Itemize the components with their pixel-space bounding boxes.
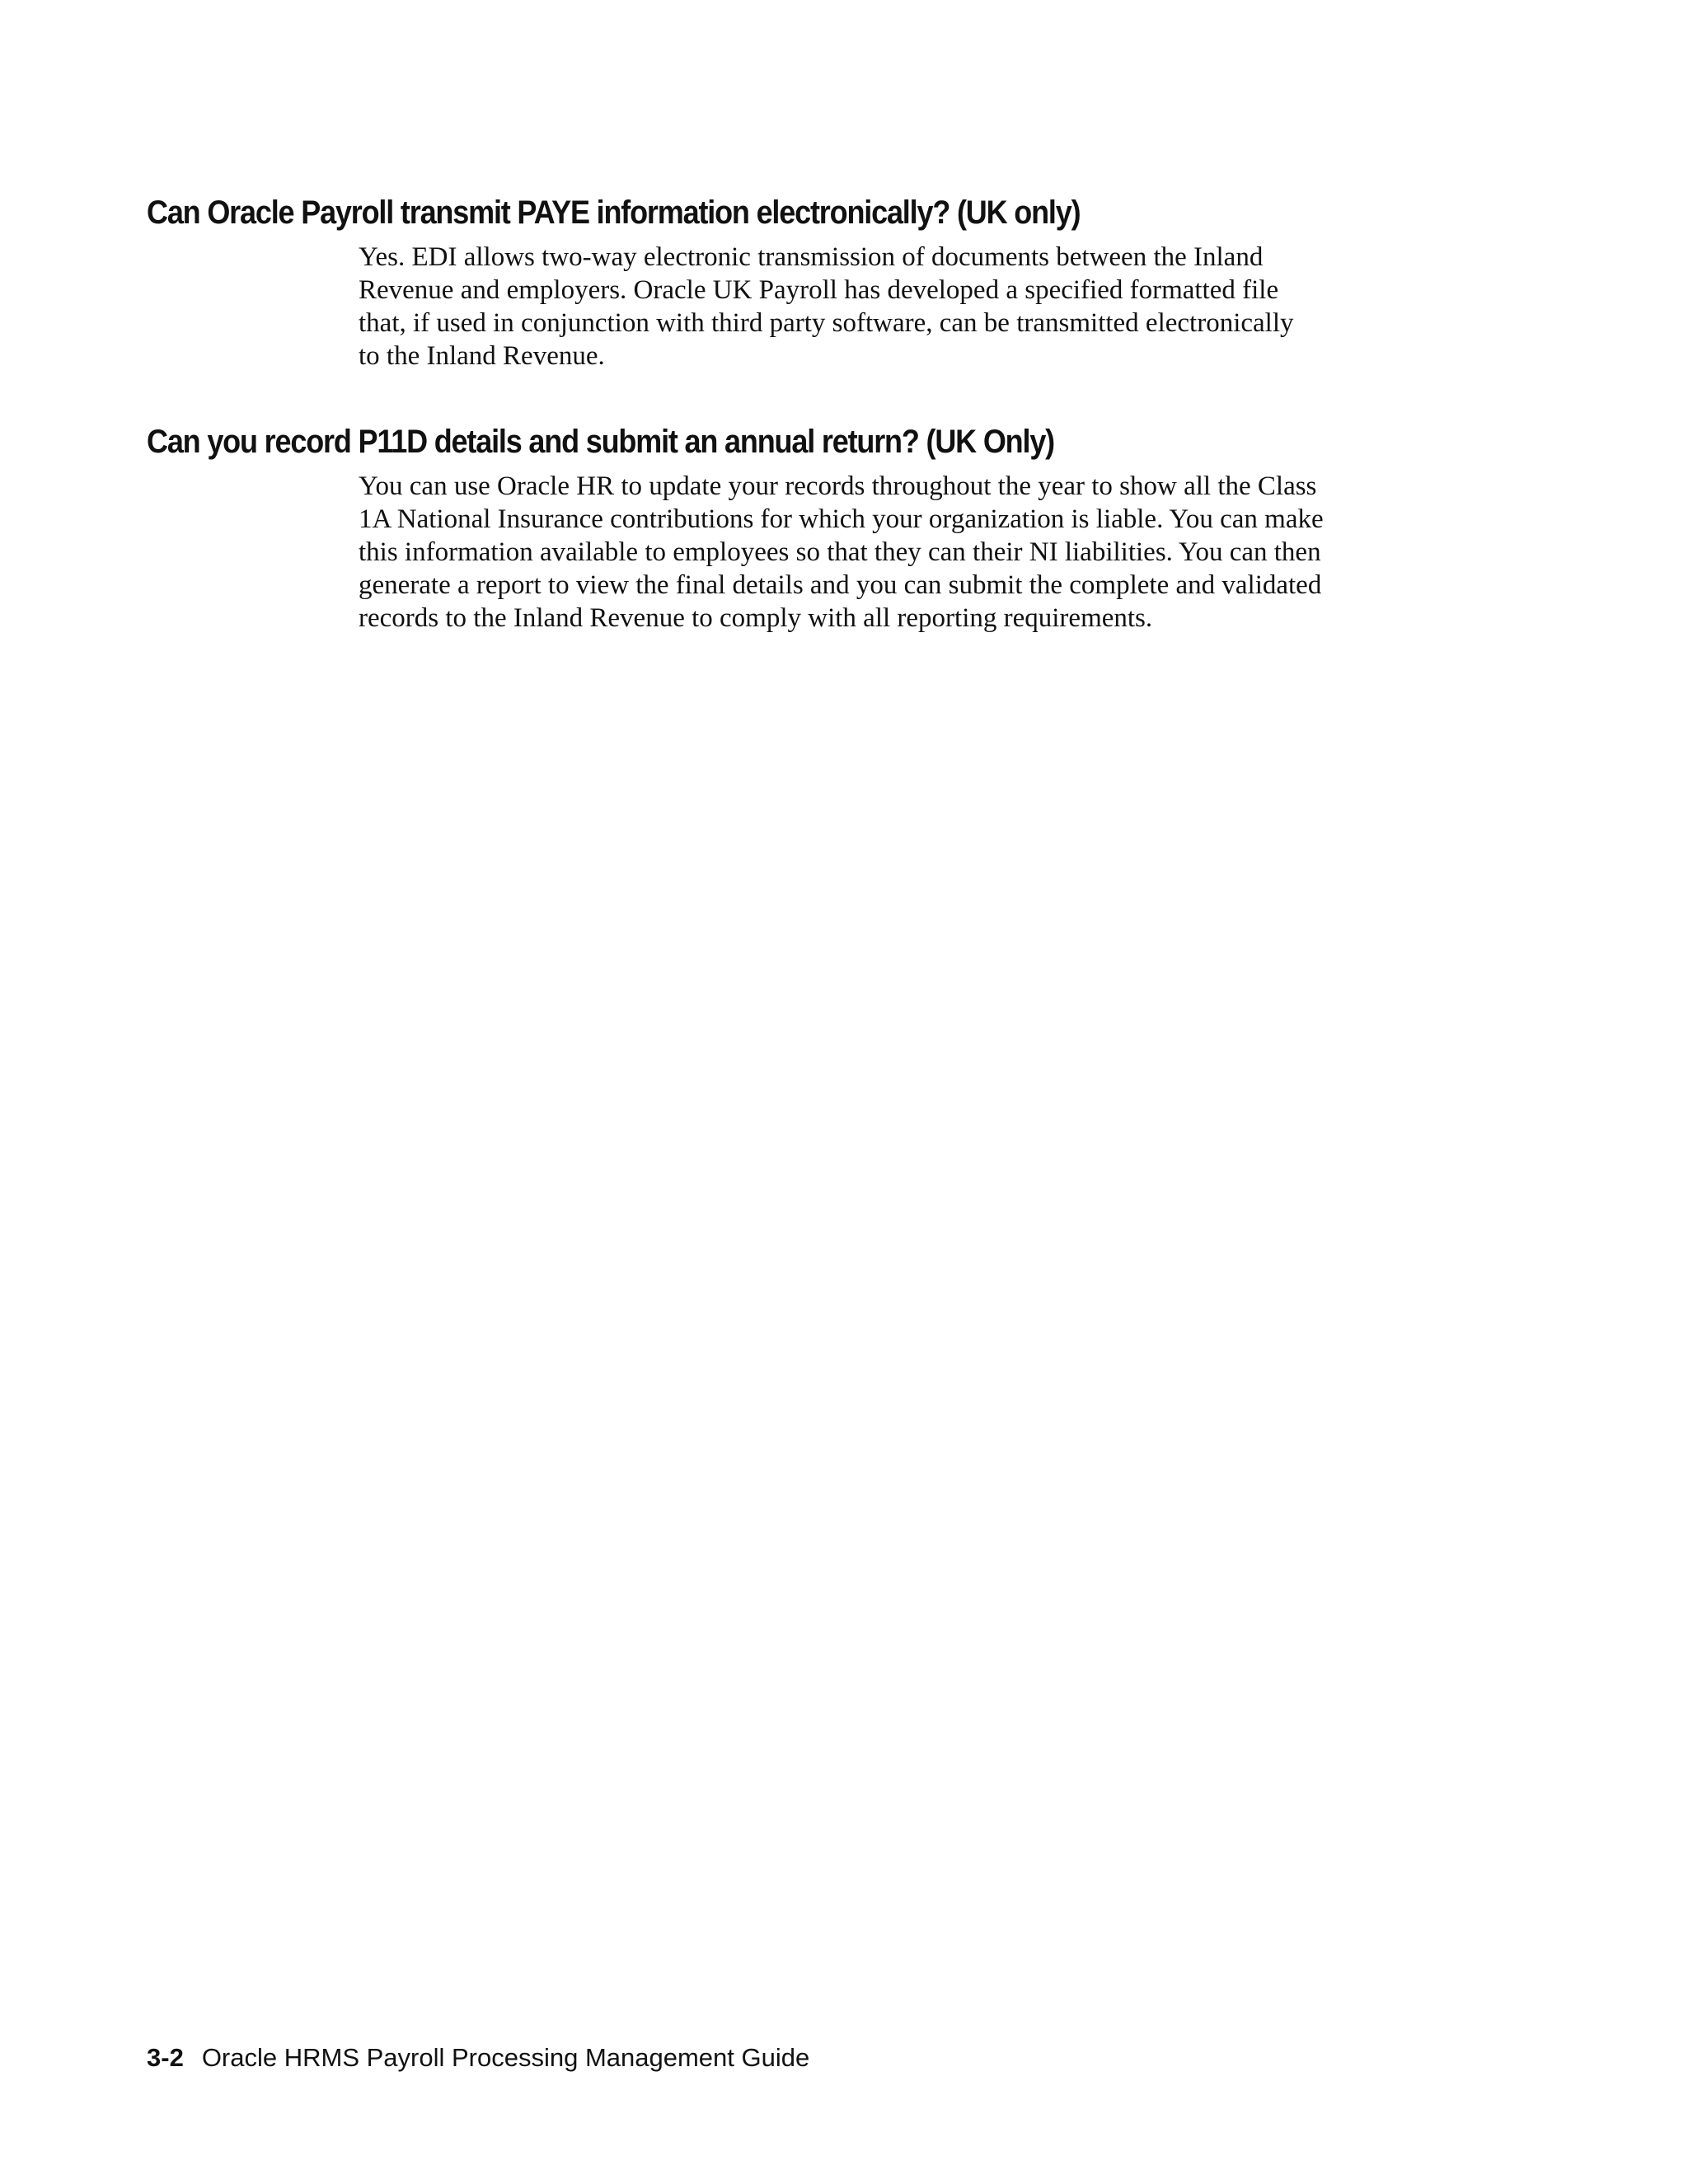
section-heading: Can Oracle Payroll transmit PAYE information electronically? (UK only) [147, 194, 1081, 231]
faq-section-paye [147, 191, 1465, 373]
body-line: records to the Inland Revenue to comply with all reporting requirements. [359, 603, 1153, 633]
body-line: this information available to employees so that they can their NI liabilities. You can then [359, 537, 1321, 567]
body-line: You can use Oracle HR to update your records throughout the year to show all the Class [359, 471, 1317, 501]
body-line: generate a report to view the final details and you can submit the complete and validated [359, 570, 1322, 600]
body-line: that, if used in conjunction with third party software, can be transmitted electronically [359, 308, 1294, 338]
body-line: Revenue and employers. Oracle UK Payroll has developed a specified formatted file [359, 275, 1279, 305]
section-body [359, 470, 1447, 635]
guide-title: Oracle HRMS Payroll Processing Management Guide [201, 2043, 810, 2072]
body-line: Yes. EDI allows two-way electronic transmission of documents between the Inland [359, 242, 1264, 272]
faq-section-p11d [147, 420, 1465, 635]
section-body [359, 241, 1447, 373]
body-line: to the Inland Revenue. [359, 341, 605, 371]
page-number: 3-2 [147, 2043, 184, 2072]
section-heading: Can you record P11D details and submit an annual return? (UK Only) [147, 424, 1054, 460]
body-line: 1A National Insurance contributions for which your organization is liable. You can make [359, 504, 1324, 534]
page-footer [147, 2041, 809, 2074]
